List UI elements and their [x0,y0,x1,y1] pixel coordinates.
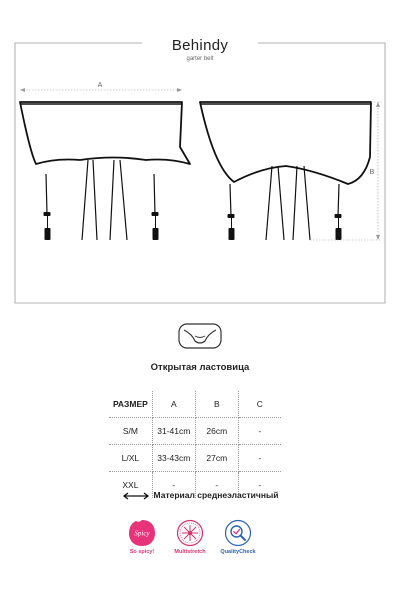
material-info [0,490,400,500]
gusset-label: Открытая ластовица [150,362,250,373]
table-cell: - [238,418,281,445]
garter-clips-front [44,212,159,240]
garment-diagram [14,42,386,304]
table-header-a: A [152,391,195,418]
garter-clips-back [228,214,342,240]
garter-belt-front [20,102,190,240]
table-cell: 33-43cm [152,445,195,472]
qualitycheck-icon [224,519,252,547]
product-title: Behindy [171,37,229,54]
table-cell: - [195,472,238,499]
badge-qualitycheck [212,519,264,555]
table-header-size: РАЗМЕР [109,391,152,418]
garter-belt-back [200,102,371,240]
stretch-arrow-icon [122,492,150,500]
table-cell: - [258,480,262,490]
badge-multistretch [164,519,216,555]
table-header-b: B [195,391,238,418]
product-subtitle: garter belt [186,56,214,62]
table-cell: 26cm [195,418,238,445]
dimension-b-label: B [369,169,375,176]
table-header-row [109,391,281,418]
multistretch-icon [176,519,204,547]
table-cell: L/XL [109,445,152,472]
badge-label-qualitycheck: QualityCheck [220,549,256,555]
spicy-icon-text: Spicy [134,529,150,538]
table-cell: XXL [109,472,152,499]
open-gusset-icon [178,323,222,349]
badge-spicy [116,519,168,555]
dimension-a-label: A [97,82,103,89]
material-label: Материал среднеэластичный [153,490,279,500]
table-cell: 27cm [195,445,238,472]
table-cell: S/M [109,418,152,445]
spicy-icon [128,519,156,547]
table-header-c: C [238,391,281,418]
table-row [109,445,281,472]
badge-label-spicy: So spicy! [129,549,155,555]
size-table [109,391,281,498]
table-cell: - [152,472,195,499]
frame-border [15,43,385,303]
table-cell: - [238,445,281,472]
table-cell: 31-41cm [152,418,195,445]
badge-label-multistretch: Multistretch [174,549,206,555]
table-row [109,418,281,445]
